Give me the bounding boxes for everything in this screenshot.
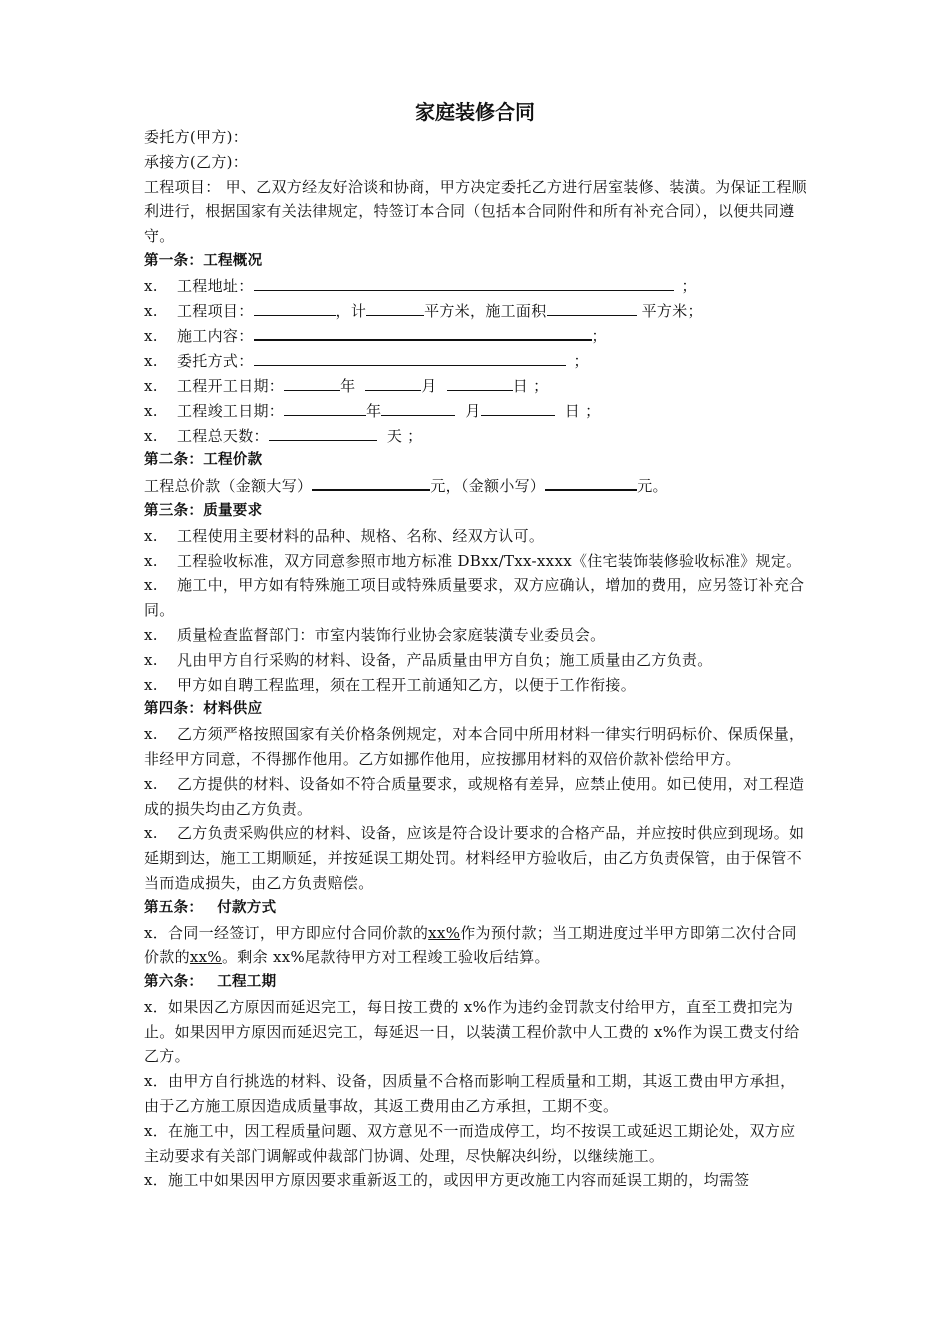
list-item: x. 凡由甲方自行采购的材料、设备，产品质量由甲方自负；施工质量由乙方负责。: [144, 648, 808, 673]
section-2-heading: 第二条：工程价款: [144, 452, 263, 469]
construction-area-blank: [547, 299, 637, 316]
page-title: 家庭装修合同: [415, 100, 535, 124]
list-item: x. 乙方须严格按照国家有关价格条例规定，对本合同中所用材料一律实行明码标价、保质保量，非经甲方同意，不得挪作他用。乙方如挪作他用，应按挪用材料的双倍价款补偿给甲方。: [144, 722, 808, 772]
section-6-heading: 第六条： 工程工期: [144, 974, 277, 991]
list-item: x. 乙方负责采购供应的材料、设备，应该是符合设计要求的合格产品，并应按时供应到现场。如延期到达，施工工期顺延，并按延误工期处罚。材料经甲方验收后，由乙方负责保管，由于保管不当而造成损失，由乙方负责赔偿。: [144, 821, 808, 895]
list-item: x．施工中如果因甲方原因要求重新返工的，或因甲方更改施工内容而延误工期的，均需签: [144, 1171, 750, 1190]
list-marker: x.: [144, 301, 158, 320]
end-day-blank: [481, 399, 555, 416]
list-marker: x.: [144, 824, 158, 843]
section-5-heading: 第五条： 付款方式: [144, 899, 277, 916]
list-marker: x.: [144, 426, 158, 445]
list-marker: x.: [144, 576, 158, 595]
section-1-heading: 第一条：工程概况: [144, 252, 263, 269]
list-item: x. 甲方如自聘工程监理，须在工程开工前通知乙方，以便于工作衔接。: [144, 673, 808, 698]
list-marker: x.: [144, 376, 158, 395]
party-b-line: 承接方(乙方)：: [144, 152, 249, 171]
intro-paragraph: 工程项目： 甲、乙双方经友好洽谈和协商，甲方决定委托乙方进行居室装修、装潢。为保证工程顺利进行，根据国家有关法律规定，特签订本合同（包括本合同附件和所有补充合同），以便共同遵守。: [144, 177, 807, 246]
second-percent: xx%: [189, 948, 222, 967]
project-blank: [254, 299, 336, 316]
list-marker: x.: [144, 327, 158, 346]
list-item: x. 施工中，甲方如有特殊施工项目或特殊质量要求，双方应确认，增加的费用，应另签订补充合同。: [144, 573, 808, 623]
mode-blank: [254, 349, 566, 366]
payment-paragraph: x．合同一经签订，甲方即应付合同价款的xx%作为预付款；当工期进度过半甲方即第二次付合同价款的xx%。剩余 xx%尾款待甲方对工程竣工验收后结算。: [144, 923, 797, 967]
list-marker: x.: [144, 625, 158, 644]
total-days-line: x. 工程总天数： 天 ；: [144, 424, 808, 449]
list-marker: x.: [144, 774, 158, 793]
end-date-line: x. 工程竣工日期： 年 月 日 ；: [144, 399, 808, 424]
list-marker: x.: [144, 276, 158, 295]
content-blank: [254, 323, 592, 341]
party-a-line: 委托方(甲方)：: [144, 128, 249, 146]
address-line: x. 工程地址： ；: [144, 274, 808, 299]
list-marker: x.: [144, 352, 158, 371]
end-month-blank: [381, 399, 455, 416]
list-item: x. 工程使用主要材料的品种、规格、名称、经双方认可。: [144, 524, 808, 549]
list-item: x．在施工中，因工程质量问题、双方意见不一而造成停工，均不按误工或延迟工期论处，双方应主动要求有关部门调解或仲裁部门协调、处理，尽快解决纠纷，以继续施工。: [144, 1121, 796, 1165]
start-year-blank: [284, 374, 340, 391]
advance-percent: xx%: [428, 923, 461, 942]
start-date-line: x. 工程开工日期： 年 月 日 ；: [144, 374, 808, 399]
end-year-blank: [284, 399, 366, 416]
list-item: x．由甲方自行挑选的材料、设备，因质量不合格而影响工程质量和工期，其返工费由甲方承担，由于乙方施工原因造成质量事故，其返工费用由乙方承担，工期不变。: [144, 1072, 796, 1116]
section-4-heading: 第四条：材料供应: [144, 701, 263, 718]
mode-line: x. 委托方式： ；: [144, 349, 808, 374]
content-line: x. 施工内容： ；: [144, 323, 808, 349]
project-line: x. 工程项目： ，计 平方米，施工面积 平方米；: [144, 299, 808, 324]
amount-words-blank: [312, 473, 430, 491]
list-marker: x.: [144, 401, 158, 420]
list-item: x. 乙方提供的材料、设备如不符合质量要求，或规格有差异，应禁止使用。如已使用，对工程造成的损失均由乙方负责。: [144, 772, 808, 822]
list-marker: x.: [144, 526, 158, 545]
start-month-blank: [365, 374, 421, 391]
list-item: x. 质量检查监督部门：市室内装饰行业协会家庭装潢专业委员会。: [144, 623, 808, 648]
start-day-blank: [447, 374, 513, 391]
list-item: x．如果因乙方原因而延迟完工，每日按工费的 x%作为违约金罚款支付给甲方，直至工费扣完为止。如果因甲方原因而延迟完工，每延迟一日，以装潢工程价款中人工费的 x%作为误工费支付给乙方。: [144, 997, 800, 1066]
days-blank: [269, 424, 377, 441]
address-blank: [254, 274, 674, 291]
contract-body: [144, 125, 808, 1193]
area-blank: [366, 299, 424, 316]
list-marker: x.: [144, 650, 158, 669]
section-3-heading: 第三条：质量要求: [144, 502, 263, 519]
list-item: x. 工程验收标准，双方同意参照市地方标准 DBxx/Txx-xxxx《住宅装饰装修验收标准》规定。: [144, 549, 808, 574]
list-marker: x.: [144, 551, 158, 570]
list-marker: x.: [144, 725, 158, 744]
price-line: 工程总价款（金额大写） 元，（金额小写） 元。: [144, 473, 808, 499]
amount-figures-blank: [545, 473, 637, 491]
list-marker: x.: [144, 675, 158, 694]
